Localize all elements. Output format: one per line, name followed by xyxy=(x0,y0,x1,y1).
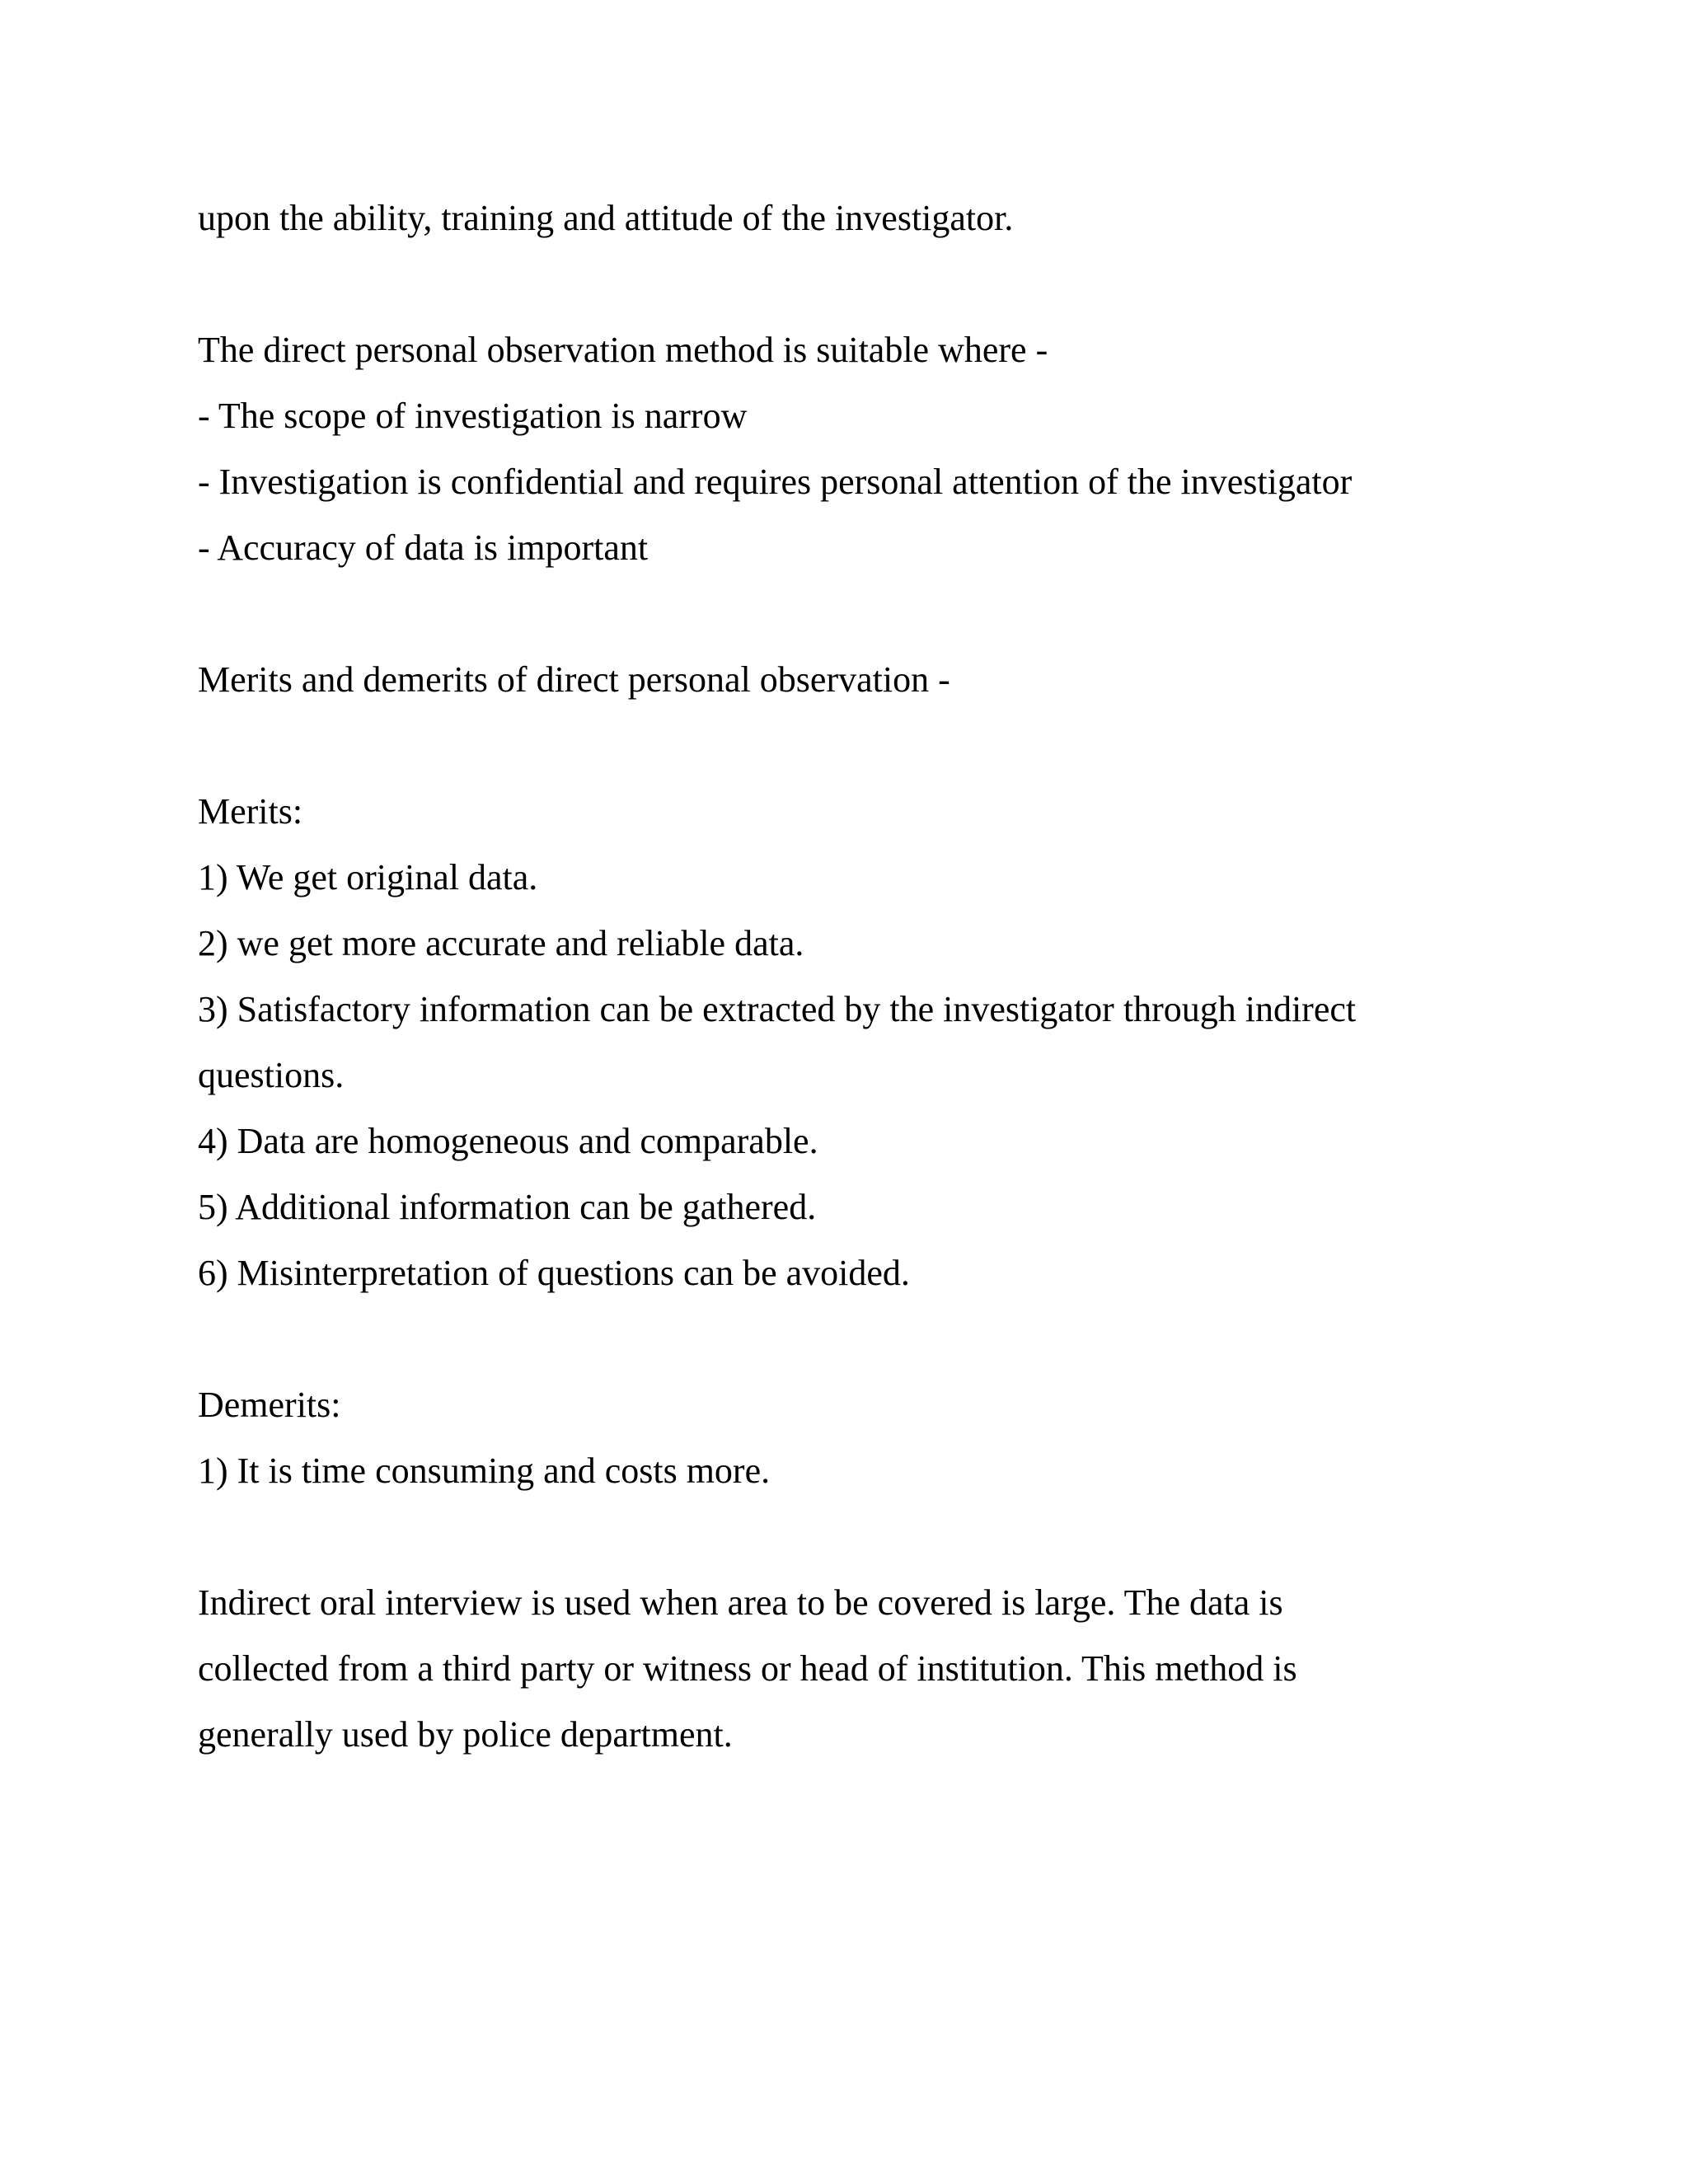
merit-item: 2) we get more accurate and reliable data. xyxy=(198,923,804,963)
merits-heading: Merits: xyxy=(198,791,303,832)
merit-item: 1) We get original data. xyxy=(198,857,538,898)
suitability-heading: The direct personal observation method is suitable where - xyxy=(198,330,1048,370)
suitability-item: - The scope of investigation is narrow xyxy=(198,396,748,436)
suitability-item: - Accuracy of data is important xyxy=(198,527,649,568)
intro-text: upon the ability, training and attitude of the investigator. xyxy=(198,198,1014,238)
merit-item: 4) Data are homogeneous and comparable. xyxy=(198,1121,818,1161)
merit-item-continuation: questions. xyxy=(198,1055,345,1095)
merit-item: 3) Satisfactory information can be extracted by the investigator through indirect xyxy=(198,989,1357,1029)
merit-item: 5) Additional information can be gathered. xyxy=(198,1187,817,1227)
indirect-paragraph-line: generally used by police department. xyxy=(198,1714,733,1755)
indirect-paragraph-line: Indirect oral interview is used when area to be covered is large. The data is xyxy=(198,1582,1283,1623)
merits-demerits-heading: Merits and demerits of direct personal observation - xyxy=(198,659,950,700)
merit-item: 6) Misinterpretation of questions can be avoided. xyxy=(198,1253,910,1293)
indirect-paragraph-line: collected from a third party or witness or head of institution. This method is xyxy=(198,1648,1297,1689)
demerits-heading: Demerits: xyxy=(198,1385,341,1425)
suitability-item: - Investigation is confidential and requires personal attention of the investigator xyxy=(198,462,1353,502)
demerit-item: 1) It is time consuming and costs more. xyxy=(198,1451,771,1491)
